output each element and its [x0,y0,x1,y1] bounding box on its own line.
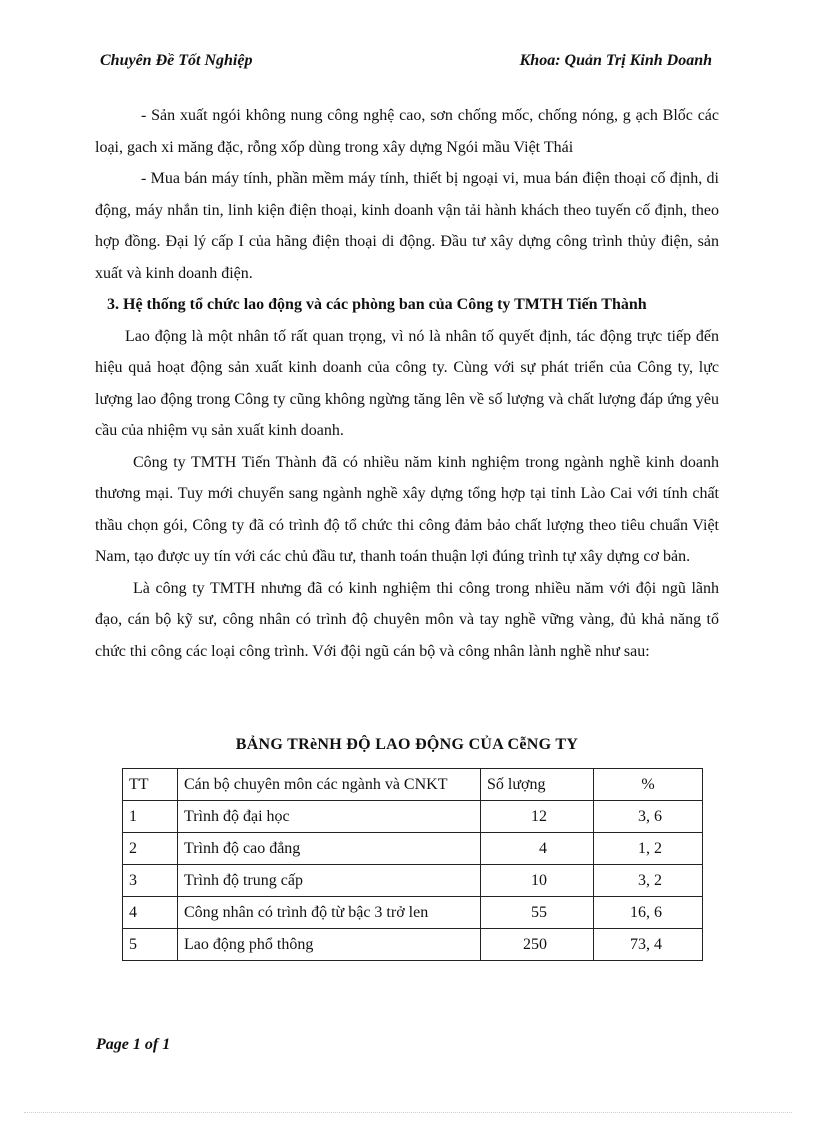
cell-tt: 4 [123,897,178,929]
cell-tt: 1 [123,801,178,833]
cell-percent: 73, 4 [594,929,703,961]
cell-tt: 2 [123,833,178,865]
table-title: BẢNG TRèNH ĐỘ LAO ĐỘNG CỦA CễNG TY [235,736,579,753]
header-right-title: Khoa: Quản Trị Kinh Doanh [519,52,712,69]
cell-category: Trình độ cao đẳng [178,833,481,865]
page-header [100,52,712,74]
header-count: Số lượng [481,769,594,801]
cell-count: 250 [481,929,594,961]
paragraph-trading: - Mua bán máy tính, phần mềm máy tính, thiết bị ngoại vi, mua bán điện thoại cố định, di động, máy nhắn tin, linh kiện điện thoại, kinh doanh vận tải hành khách theo tuyến cố định, theo hợp đồng. Đại lý cấp I của hãng điện thoại di động. Đầu tư xây dựng công trình thủy điện, sản xuất và kinh doanh điện. [95,170,719,282]
cell-count: 4 [481,833,594,865]
header-tt: TT [123,769,178,801]
cell-tt: 5 [123,929,178,961]
cell-count: 55 [481,897,594,929]
header-category: Cán bộ chuyên môn các ngành và CNKT [178,769,481,801]
section-heading: 3. Hệ thống tổ chức lao động và các phòng ban của Công ty TMTH Tiến Thành [107,296,647,313]
paragraph-experience: Công ty TMTH Tiến Thành đã có nhiều năm kinh nghiệm trong ngành nghề kinh doanh thương mại. Tuy mới chuyển sang ngành nghề xây dựng tổng hợp tại tỉnh Lào Cai với tính chất thầu chọn gói, Công ty đã có trình độ tổ chức thi công đảm bảo chất lượng theo tiêu chuẩn Việt Nam, tạo được uy tín với các chủ đầu tư, thanh toán thuận lợi đúng trình tự xây dựng cơ bản. [95,453,719,565]
table-row [123,833,703,865]
cell-count: 10 [481,865,594,897]
page-footer: Page 1 of 1 [96,1036,171,1053]
labor-table [122,768,703,961]
page-bottom-divider [24,1112,792,1113]
header-left-title: Chuyên Đề Tốt Nghiệp [100,52,253,69]
cell-percent: 3, 2 [594,865,703,897]
cell-count: 12 [481,801,594,833]
table-header-row [123,769,703,801]
cell-tt: 3 [123,865,178,897]
header-percent: % [594,769,703,801]
cell-percent: 3, 6 [594,801,703,833]
table-row [123,801,703,833]
cell-category: Trình độ đại học [178,801,481,833]
table-row [123,865,703,897]
paragraph-products: - Sản xuất ngói không nung công nghệ cao, sơn chống mốc, chống nóng, g ạch Blốc các loại, gach xi măng đặc, rỗng xốp dùng trong xây dựng Ngói mầu Việt Thái [95,107,719,156]
document-body [95,100,719,667]
table-row [123,929,703,961]
paragraph-labor: Lao động là một nhân tố rất quan trọng, vì nó là nhân tố quyết định, tác động trực tiếp đến hiệu quả hoạt động sản xuất kinh doanh của công ty. Cùng với sự phát triển của Công ty, lực lượng lao động trong Công ty cũng không ngừng tăng lên về số lượng và chất lượng đáp ứng yêu cầu của nhiệm vụ sản xuất kinh doanh. [95,327,719,439]
cell-category: Lao động phổ thông [178,929,481,961]
cell-category: Trình độ trung cấp [178,865,481,897]
paragraph-staff: Là công ty TMTH nhưng đã có kinh nghiệm thi công trong nhiều năm với đội ngũ lãnh đạo, cán bộ kỹ sư, công nhân có trình độ chuyên môn và tay nghề vững vàng, đủ khả năng tổ chức thi công các loại công trình. Với đội ngũ cán bộ và công nhân lành nghề như sau: [95,579,719,660]
cell-percent: 16, 6 [594,897,703,929]
table-row [123,897,703,929]
cell-category: Công nhân có trình độ từ bậc 3 trở len [178,897,481,929]
cell-percent: 1, 2 [594,833,703,865]
